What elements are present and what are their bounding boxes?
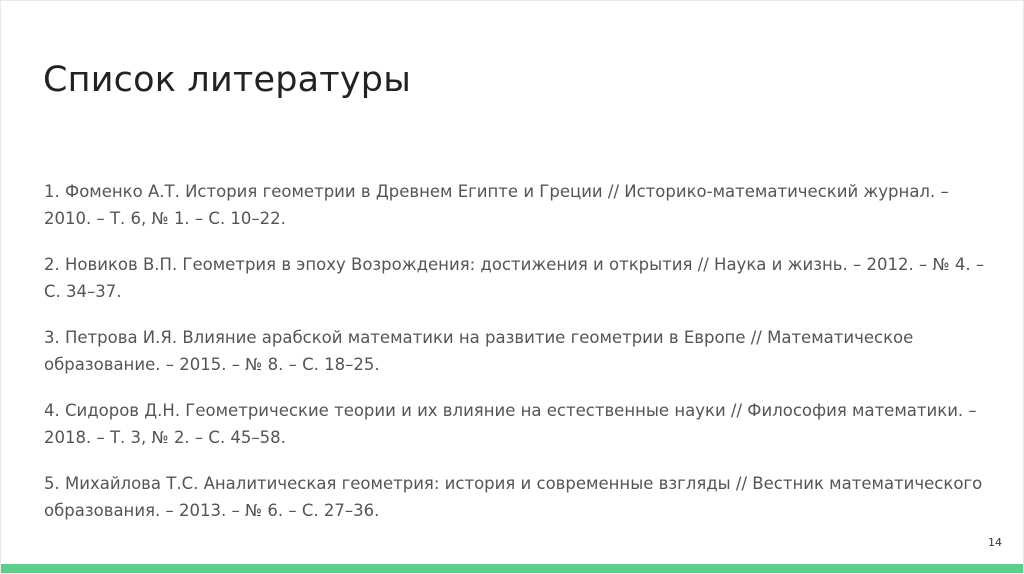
slide-title: Список литературы [43,60,412,100]
reference-item: 2. Новиков В.П. Геометрия в эпоху Возрождения: достижения и открытия // Наука и жизнь. – 2012. – № 4. – С. 34–37. [44,255,985,301]
reference-list [44,178,994,543]
accent-bar [1,564,1023,573]
reference-item: 4. Сидоров Д.Н. Геометрические теории и их влияние на естественные науки // Философия математики. – 2018. – Т. 3, № 2. – С. 45–58. [44,401,977,447]
reference-item: 3. Петрова И.Я. Влияние арабской математики на развитие геометрии в Европе // Математическое образование. – 2015. – № 8. – С. 18–25. [44,328,914,374]
reference-item: 5. Михайлова Т.С. Аналитическая геометрия: история и современные взгляды // Вестник математического образования. – 2013. – № 6. – С. 27–36. [44,474,983,520]
reference-item: 1. Фоменко А.Т. История геометрии в Древнем Египте и Греции // Историко-математический журнал. – 2010. – Т. 6, № 1. – С. 10–22. [44,182,949,228]
page-number: 14 [988,536,1002,549]
